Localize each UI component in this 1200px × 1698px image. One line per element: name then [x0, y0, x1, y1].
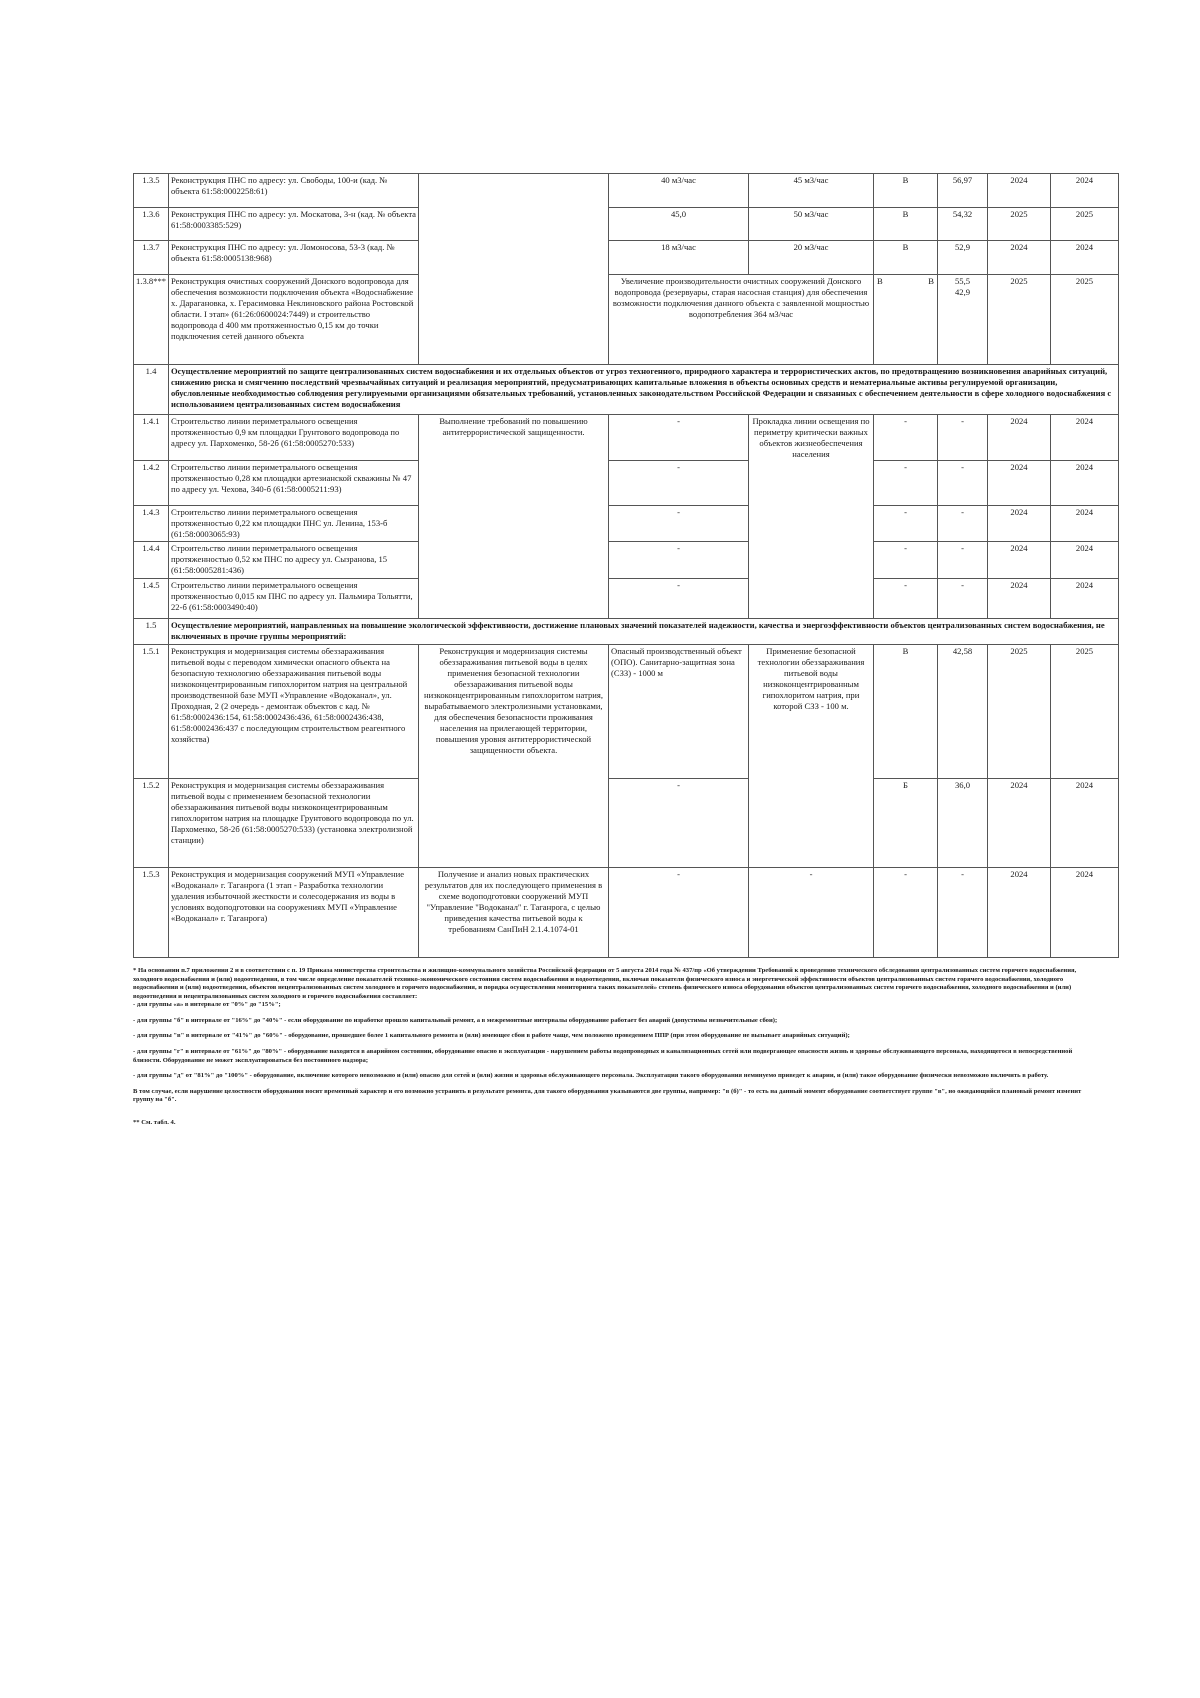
value-before: - [609, 868, 749, 958]
wear-percent-b: 42,9 [954, 287, 971, 297]
wear-percent: 54,32 [938, 208, 988, 241]
table-row [134, 579, 1119, 619]
wear-percent: - [938, 542, 988, 579]
wear-group: - [874, 415, 938, 461]
document-page [133, 173, 1112, 1134]
year-end: 2025 [1051, 208, 1119, 241]
measures-table [133, 173, 1119, 958]
row-number: 1.3.7 [134, 241, 169, 275]
value-before: 18 м3/час [609, 241, 749, 275]
value-before: - [609, 461, 749, 506]
row-name: Реконструкция ПНС по адресу: ул. Свободы, 100-и (кад. № объекта 61:58:0002258:61) [169, 174, 419, 208]
value-before: - [609, 415, 749, 461]
wear-group: В [874, 174, 938, 208]
value-before: Опасный производственный объект (ОПО). Санитарно-защитная зона (СЗЗ) - 1000 м [609, 645, 749, 779]
value-after: 45 м3/час [749, 174, 874, 208]
year-start: 2024 [988, 174, 1051, 208]
wear-group [874, 275, 938, 365]
year-end: 2024 [1051, 506, 1119, 542]
table-row [134, 415, 1119, 461]
section-title: Осуществление мероприятий, направленных на повышение экологической эффективности, достижение плановых значений показателей надежности, качества и энергоэффективности объектов централизованных систем водоснабжения, не включенных в прочие группы мероприятий: [169, 619, 1119, 645]
year-end: 2024 [1051, 241, 1119, 275]
row-name: Реконструкция ПНС по адресу: ул. Ломоносова, 53-3 (кад. № объекта 61:58:0005138:968) [169, 241, 419, 275]
wear-percent: - [938, 415, 988, 461]
row-name: Строительство линии периметрального освещения протяженностью 0,9 км площадки Грунтового водопровода по адресу ул. Пархоменко, 58-2б (61:58:0005270:533) [169, 415, 419, 461]
year-start: 2024 [988, 868, 1051, 958]
table-row [134, 542, 1119, 579]
year-end: 2024 [1051, 415, 1119, 461]
year-start: 2025 [988, 208, 1051, 241]
row-number: 1.4.4 [134, 542, 169, 579]
wear-percent: 56,97 [938, 174, 988, 208]
wear-group: Б [874, 779, 938, 868]
year-end: 2024 [1051, 542, 1119, 579]
wear-group: - [874, 579, 938, 619]
year-start: 2025 [988, 645, 1051, 779]
wear-percent-a: 55,5 [954, 276, 971, 286]
year-start: 2024 [988, 779, 1051, 868]
section-header [134, 365, 1119, 415]
year-end: 2024 [1051, 779, 1119, 868]
purpose-cell: Выполнение требований по повышению антитеррористической защищенности. [419, 415, 609, 619]
footnote-group-a: - для группы «а» в интервале от "0%" до "15%"; [133, 1001, 281, 1009]
wear-percent: 42,58 [938, 645, 988, 779]
value-before: 45,0 [609, 208, 749, 241]
year-end: 2024 [1051, 461, 1119, 506]
table-row [134, 506, 1119, 542]
footnote-see-table: ** См. табл. 4. [133, 1118, 176, 1126]
row-name: Строительство линии периметрального освещения протяженностью 0,015 км ПНС по адресу ул. Пальмира Тольятти, 22-б (61:58:0003490:40) [169, 579, 419, 619]
table-row [134, 868, 1119, 958]
footnote-group-g: - для группы "г" в интервале от "61%" до "80%" - оборудование находится в аварийном состоянии, оборудование опасно в эксплуатации - нарушением работы водопроводных и канализационных сетей или подвергающее опасности жизнь и здоровье обслуживающего персонала, находящегося в непосредственной близости. Оборудование не может эксплуатироваться без постоянного надзора; [133, 1047, 1073, 1064]
effect-cell: Прокладка линии освещения по периметру критически важных объектов жизнеобеспечения населения [749, 415, 874, 619]
row-number: 1.3.6 [134, 208, 169, 241]
year-start: 2024 [988, 506, 1051, 542]
value-before: 40 м3/час [609, 174, 749, 208]
row-name: Строительство линии периметрального освещения протяженностью 0,28 км площадки артезианской скважины № 47 по адресу ул. Чехова, 340-б (61:58:0005211:93) [169, 461, 419, 506]
capacity-increase: Увеличение производительности очистных сооружений Донского водопровода (резервуары, старая насосная станция) для обеспечения возможности подключения данного объекта с заявленной мощностью водопотребления 364 м3/час [609, 275, 874, 365]
wear-group: - [874, 506, 938, 542]
wear-group: - [874, 542, 938, 579]
section-number: 1.5 [134, 619, 169, 645]
wear-percent: - [938, 461, 988, 506]
footnote-group-b: - для группы "б" в интервале от "16%" до "40%" - если оборудование по изработке прошло капитальный ремонт, а в межремонтные интервалы оборудование работает без аварий (допустимы незначительные сбои); [133, 1016, 778, 1024]
wear-group: - [874, 461, 938, 506]
value-after: 20 м3/час [749, 241, 874, 275]
footnote-temporary: В том случае, если нарушение целостности оборудования носит временный характер и его возможно устранить в результате ремонта, для такого оборудования указываются две группы, например: "в (б)" - то есть на данный момент оборудование соответствует группе "в", но ожидающийся плановый ремонт изменит группу на "б". [133, 1087, 1082, 1104]
wear-percent: 52,9 [938, 241, 988, 275]
effect-cell: - [749, 868, 874, 958]
row-name: Реконструкция очистных сооружений Донского водопровода для обеспечения возможности подключения объекта «Водоснабжение х. Дарагановка, х. Герасимовка Неклиновского района Ростовской области. I этап» (61:26:0600024:7449) и строительство водопровода d 400 мм протяженностью 0,15 км до точки подключения сетей данного объекта [169, 275, 419, 365]
footnote-group-d: - для группы "д" от "81%" до "100%" - оборудование, включение которого невозможно и (или) опасно для сетей и (или) жизни и здоровья обслуживающего персонала. Эксплуатация такого оборудования неминуемо приведет к аварии, и (или) такое оборудование физически невозможно включить в работу. [133, 1072, 1049, 1080]
wear-percent: - [938, 506, 988, 542]
year-start: 2024 [988, 542, 1051, 579]
table-row [134, 174, 1119, 208]
year-start: 2025 [988, 275, 1051, 365]
table-row [134, 779, 1119, 868]
wear-percent: - [938, 868, 988, 958]
footnote-wear-basis: * На основании п.7 приложения 2 и в соответствии с п. 19 Приказа министерства строительства и жилищно-коммунального хозяйства Российской федерации от 5 августа 2014 года № 437/пр «Об утверждении Требований к проведению технического обследования централизованных систем горячего водоснабжения, холодного водоснабжения и (или) водоотведения, в том числе определение показателей технико-экономического состояния систем водоснабжения и водоотведения, включая показатели физического износа и энергетической эффективности объектов централизованных систем горячего водоснабжения, холодного водоснабжения и (или) водоотведения, объектов нецентрализованных систем холодного и горячего водоснабжения, и порядка осуществления мониторинга таких показателей» степень физического износа оборудования объектов централизованных систем горячего водоснабжения, холодного водоснабжения и (или) водоотведения и нецентрализованных систем холодного и горячего водоснабжения составляет: [133, 967, 1077, 1000]
wear-percent [938, 275, 988, 365]
table-row [134, 645, 1119, 779]
section-header [134, 619, 1119, 645]
wear-group: - [874, 868, 938, 958]
year-start: 2024 [988, 461, 1051, 506]
footnote-group-v: - для группы "в" в интервале от "41%" до "60%" - оборудование, прошедшее более 1 капитального ремонта и (или) имеющее сбои в работе чаще, чем положено проведением ППР (при этом оборудование не вызывает аварийных ситуаций); [133, 1032, 850, 1040]
year-end: 2024 [1051, 579, 1119, 619]
effect-cell: Применение безопасной технологии обеззараживания питьевой воды низкоконцентрированным гипохлоритом натрия, при которой СЗЗ - 100 м. [749, 645, 874, 868]
row-number: 1.5.3 [134, 868, 169, 958]
year-end: 2024 [1051, 868, 1119, 958]
year-end: 2025 [1051, 645, 1119, 779]
value-before: - [609, 506, 749, 542]
table-row [134, 241, 1119, 275]
footnotes [133, 967, 1102, 1127]
row-name: Реконструкция и модернизация системы обеззараживания питьевой воды с переводом химически опасного объекта на безопасную технологию обеззараживания питьевой воды низкоконцентрированным гипохлоритом натрия на центральной производственной базе МУП «Управление «Водоканал», ул. Проходная, 2 (2 очередь - демонтаж объектов с кад. № 61:58:0002436:154, 61:58:0002436:436, 61:58:0002436:438, 61:58:0002436:437 с последующим строительством реагентного хозяйства) [169, 645, 419, 779]
purpose-cell-empty [419, 174, 609, 365]
value-after: 50 м3/час [749, 208, 874, 241]
table-row [134, 461, 1119, 506]
row-name: Строительство линии периметрального освещения протяженностью 0,52 км ПНС по адресу ул. Сызранова, 15 (61:58:0005281:436) [169, 542, 419, 579]
section-number: 1.4 [134, 365, 169, 415]
row-name: Реконструкция ПНС по адресу: ул. Москатова, 3-н (кад. № объекта 61:58:0003385:529) [169, 208, 419, 241]
value-before: - [609, 542, 749, 579]
row-name: Строительство линии периметрального освещения протяженностью 0,22 км площадки ПНС ул. Ленина, 153-б (61:58:0003065:93) [169, 506, 419, 542]
row-number: 1.4.3 [134, 506, 169, 542]
row-number: 1.5.2 [134, 779, 169, 868]
value-before: - [609, 779, 749, 868]
table-row [134, 275, 1119, 365]
wear-group: В [874, 645, 938, 779]
year-start: 2024 [988, 579, 1051, 619]
row-number: 1.4.2 [134, 461, 169, 506]
year-end: 2025 [1051, 275, 1119, 365]
table-row [134, 208, 1119, 241]
wear-group-b: В [928, 276, 934, 286]
wear-group: В [874, 208, 938, 241]
wear-group: В [874, 241, 938, 275]
row-number: 1.3.5 [134, 174, 169, 208]
wear-group-a: В [877, 276, 883, 286]
year-start: 2024 [988, 415, 1051, 461]
year-start: 2024 [988, 241, 1051, 275]
row-name: Реконструкция и модернизация системы обеззараживания питьевой воды с применением безопасной технологии обеззараживания питьевой воды низкоконцентрированным гипохлоритом натрия на площадке Грунтового водопровода по ул. Пархоменко, 58-2б (61:58:0005270:533) (установка электролизной станции) [169, 779, 419, 868]
value-before: - [609, 579, 749, 619]
row-name: Реконструкция и модернизация сооружений МУП «Управление «Водоканал» г. Таганрога (1 этап - Разработка технологии удаления избыточной жесткости и солесодержания из воды в условиях водоподготовки на сооружениях МУП «Управление «Водоканал» г. Таганрога) [169, 868, 419, 958]
year-end: 2024 [1051, 174, 1119, 208]
wear-percent: - [938, 579, 988, 619]
row-number: 1.5.1 [134, 645, 169, 779]
section-title: Осуществление мероприятий по защите централизованных систем водоснабжения и их отдельных объектов от угроз техногенного, природного характера и террористических актов, по предотвращению возникновения аварийных ситуаций, снижению риска и смягчению последствий чрезвычайных ситуаций и реализация мероприятий, предусматривающих капитальные вложения в объекты основных средств и нематериальные активы регулируемой организации, обусловленные необходимостью соблюдения регулируемыми организациями обязательных требований, установленных законодательством Российской Федерации и связанных с обеспечением деятельности в сфере холодного водоснабжения с использованием централизованных систем водоснабжения [169, 365, 1119, 415]
row-number: 1.4.1 [134, 415, 169, 461]
purpose-cell: Получение и анализ новых практических результатов для их последующего применения в схеме водоподготовки сооружений МУП "Управление "Водоканал" г. Таганрога, с целью приведения качества питьевой воды к требованиям СанПиН 2.1.4.1074-01 [419, 868, 609, 958]
wear-percent: 36,0 [938, 779, 988, 868]
row-number: 1.3.8*** [134, 275, 169, 365]
row-number: 1.4.5 [134, 579, 169, 619]
purpose-cell: Реконструкция и модернизация системы обеззараживания питьевой воды в целях применения безопасной технологии обеззараживания питьевой воды низкоконцентрированным гипохлоритом натрия, вырабатываемого электролизными установками, для обеспечения безопасности проживания населения на прилегающей территории, повышения уровня антитеррористической защищенности объекта. [419, 645, 609, 868]
